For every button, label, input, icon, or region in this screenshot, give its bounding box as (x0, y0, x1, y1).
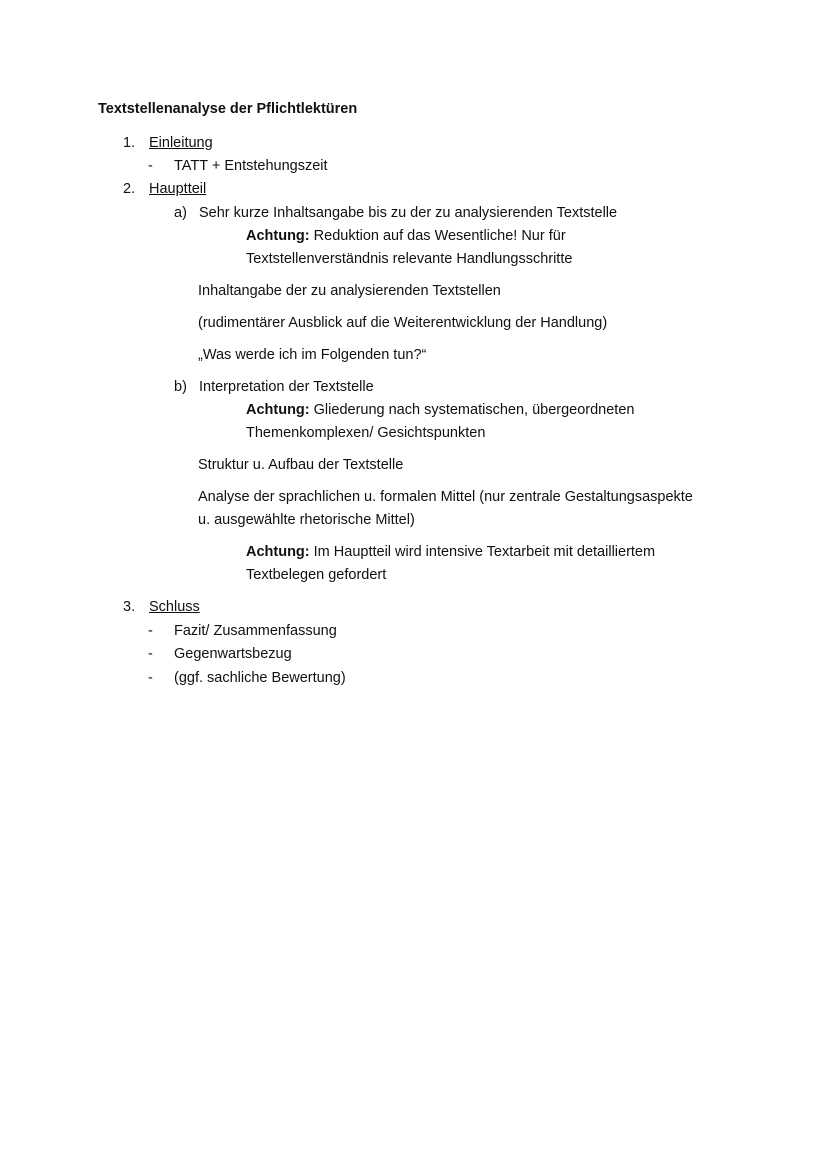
list-item-text: Gegenwartsbezug (174, 646, 292, 662)
note-text: Reduktion auf das Wesentliche! Nur für (309, 228, 566, 244)
paragraph: (rudimentärer Ausblick auf die Weiterentwicklung der Handlung) (198, 315, 608, 331)
subsection-letter: a) (174, 205, 187, 221)
list-item-text: Fazit/ Zusammenfassung (174, 623, 337, 639)
paragraph: Struktur u. Aufbau der Textstelle (198, 457, 404, 473)
section-heading: Schluss (149, 599, 200, 615)
list-item-text: TATT + Entstehungszeit (174, 158, 328, 174)
section-number: 2. (123, 181, 136, 197)
section-number: 3. (123, 599, 136, 615)
subsection-letter: b) (174, 379, 187, 395)
list-item-text: (ggf. sachliche Bewertung) (174, 670, 346, 686)
note-line (246, 541, 655, 565)
subsection-text: Sehr kurze Inhaltsangabe bis zu der zu analysierenden Textstelle (199, 205, 618, 221)
note-text: Im Hauptteil wird intensive Textarbeit mit detailliertem (309, 544, 656, 560)
subsection-text: Interpretation der Textstelle (199, 379, 374, 395)
bullet-dash: - (148, 670, 153, 686)
note-label: Achtung: (246, 402, 310, 418)
note-line: Themenkomplexen/ Gesichtspunkten (246, 425, 486, 441)
bullet-dash: - (148, 623, 153, 639)
section-heading: Hauptteil (149, 181, 207, 197)
note-text: Gliederung nach systematischen, übergeordneten (309, 402, 635, 418)
note-line: Textstellenverständnis relevante Handlungsschritte (246, 251, 573, 267)
document-title: Textstellenanalyse der Pflichtlektüren (98, 101, 358, 117)
paragraph: Inhaltangabe der zu analysierenden Textstellen (198, 283, 501, 299)
paragraph: „Was werde ich im Folgenden tun?“ (198, 347, 427, 363)
paragraph: u. ausgewählte rhetorische Mittel) (198, 512, 415, 528)
note-line (246, 225, 566, 249)
note-label: Achtung: (246, 228, 310, 244)
section-heading: Einleitung (149, 135, 213, 151)
bullet-dash: - (148, 646, 153, 662)
note-line: Textbelegen gefordert (246, 567, 387, 583)
bullet-dash: - (148, 158, 153, 174)
note-label: Achtung: (246, 544, 310, 560)
section-number: 1. (123, 135, 136, 151)
note-line (246, 399, 634, 423)
paragraph: Analyse der sprachlichen u. formalen Mittel (nur zentrale Gestaltungsaspekte (198, 489, 693, 505)
